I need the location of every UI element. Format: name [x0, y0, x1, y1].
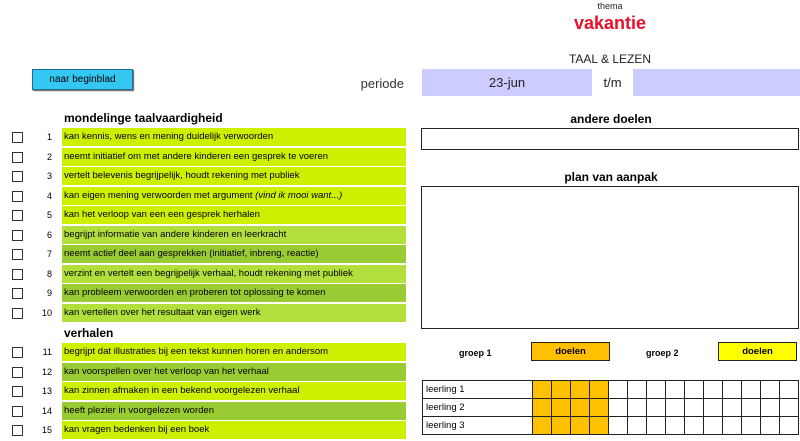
- goal-checkbox[interactable]: [12, 269, 23, 280]
- student-goal-cell[interactable]: [647, 399, 666, 417]
- student-goal-cell[interactable]: [590, 417, 609, 435]
- student-goal-cell[interactable]: [780, 381, 799, 399]
- period-label: periode: [360, 76, 404, 91]
- goal-number: 4: [46, 190, 52, 201]
- student-goal-cell[interactable]: [609, 381, 628, 399]
- student-goal-cell[interactable]: [723, 417, 742, 435]
- student-goal-cell[interactable]: [742, 399, 761, 417]
- goal-checkbox[interactable]: [12, 367, 23, 378]
- goal-row: [0, 167, 408, 186]
- goal-number: 10: [41, 307, 52, 318]
- goal-row: [0, 343, 408, 362]
- student-goal-cell[interactable]: [590, 381, 609, 399]
- group1-goals-button[interactable]: doelen: [531, 342, 610, 361]
- goal-row: [0, 421, 408, 440]
- plan-field[interactable]: [421, 186, 799, 329]
- goal-checkbox[interactable]: [12, 288, 23, 299]
- goal-text-label: kan kennis, wens en mening duidelijk verwoorden: [64, 131, 274, 142]
- goal-number: 14: [41, 405, 52, 416]
- student-goal-cell[interactable]: [533, 417, 552, 435]
- student-goal-cell[interactable]: [685, 417, 704, 435]
- goal-number: 5: [46, 210, 52, 220]
- goal-text-label: vertelt belevenis begrijpelijk, houdt rekening met publiek: [64, 170, 300, 181]
- goal-checkbox[interactable]: [12, 386, 23, 397]
- goal-row: [0, 226, 408, 245]
- group2-label: groep 2: [646, 348, 679, 358]
- student-goal-cell[interactable]: [628, 381, 647, 399]
- goal-text: [62, 382, 406, 400]
- student-goal-cell[interactable]: [666, 417, 685, 435]
- student-goal-cell[interactable]: [590, 399, 609, 417]
- goal-row: [0, 148, 408, 167]
- student-goal-cell[interactable]: [704, 399, 723, 417]
- goal-text: [62, 284, 406, 302]
- student-goal-cell[interactable]: [742, 417, 761, 435]
- goal-text: [62, 148, 406, 166]
- student-row: [423, 381, 799, 399]
- goal-text: [62, 265, 406, 283]
- goal-text: [62, 363, 406, 381]
- goal-checkbox[interactable]: [12, 425, 23, 436]
- home-button[interactable]: naar beginblad: [32, 69, 133, 90]
- goal-text: [62, 245, 406, 263]
- student-goal-cell[interactable]: [666, 399, 685, 417]
- goal-text: [62, 343, 406, 361]
- student-goal-cell[interactable]: [533, 399, 552, 417]
- goal-text-label: heeft plezier in voorgelezen worden: [64, 404, 214, 416]
- student-goal-cell[interactable]: [609, 417, 628, 435]
- goal-row: [0, 128, 408, 147]
- student-goal-cell[interactable]: [761, 399, 780, 417]
- student-goal-cell[interactable]: [552, 417, 571, 435]
- goal-checkbox[interactable]: [12, 191, 23, 202]
- goal-row: [0, 382, 408, 401]
- goal-checkbox[interactable]: [12, 132, 23, 143]
- goal-number: 7: [46, 249, 52, 259]
- goal-checkbox[interactable]: [12, 308, 23, 319]
- goal-row: [0, 206, 408, 225]
- group1-label: groep 1: [459, 348, 492, 358]
- goal-number: 3: [46, 171, 52, 181]
- student-name: leerling 3: [423, 417, 533, 435]
- goal-number: 12: [41, 366, 52, 377]
- goal-checkbox[interactable]: [12, 152, 23, 163]
- theme-block: [560, 0, 660, 34]
- student-goal-cell[interactable]: [704, 417, 723, 435]
- student-name: leerling 1: [423, 381, 533, 399]
- goal-number: 11: [42, 347, 52, 357]
- goal-number: 15: [41, 425, 52, 435]
- student-goal-cell[interactable]: [647, 381, 666, 399]
- goal-text: [62, 402, 406, 420]
- goal-text-label: begrijpt dat illustraties bij een tekst kunnen horen en andersom: [64, 346, 329, 357]
- student-row: [423, 417, 799, 435]
- student-goal-cell[interactable]: [666, 381, 685, 399]
- student-goal-cell[interactable]: [685, 399, 704, 417]
- goal-text: [62, 304, 406, 322]
- goal-row: [0, 284, 408, 303]
- goal-number: 6: [46, 229, 52, 240]
- student-row: [423, 399, 799, 417]
- goal-text: [62, 206, 406, 224]
- goal-text-label: begrijpt informatie van andere kinderen en leerkracht: [64, 228, 287, 240]
- student-goal-cell[interactable]: [628, 417, 647, 435]
- goal-checkbox[interactable]: [12, 347, 23, 358]
- period-to-field[interactable]: [633, 69, 800, 96]
- subject-title: TAAL & LEZEN: [568, 52, 652, 66]
- student-goal-cell[interactable]: [761, 417, 780, 435]
- goal-row: [0, 304, 408, 323]
- student-goal-cell[interactable]: [742, 381, 761, 399]
- student-goal-cell[interactable]: [571, 381, 590, 399]
- plan-title: plan van aanpak: [564, 170, 658, 184]
- goal-text-label: kan eigen mening verwoorden met argument: [64, 189, 256, 201]
- goal-text-italic: (vind ik mooi want...): [255, 189, 343, 201]
- goal-text: [62, 226, 406, 244]
- student-goal-cell[interactable]: [552, 399, 571, 417]
- goal-text: [62, 421, 406, 439]
- student-grid: [422, 380, 799, 435]
- goal-row: [0, 245, 408, 264]
- goal-checkbox[interactable]: [12, 406, 23, 417]
- goal-text-label: neemt actief deel aan gesprekken (initiatief, inbreng, reactie): [64, 248, 319, 259]
- student-goal-cell[interactable]: [780, 399, 799, 417]
- goal-row: [0, 402, 408, 421]
- student-goal-cell[interactable]: [628, 399, 647, 417]
- goal-number: 13: [41, 386, 52, 396]
- student-goal-cell[interactable]: [685, 381, 704, 399]
- goal-checkbox[interactable]: [12, 249, 23, 260]
- student-goal-cell[interactable]: [571, 417, 590, 435]
- goal-checkbox[interactable]: [12, 230, 23, 241]
- goal-text-label: kan vragen bedenken bij een boek: [64, 424, 210, 435]
- student-goal-cell[interactable]: [552, 381, 571, 399]
- period-separator: t/m: [603, 75, 622, 90]
- student-goal-cell[interactable]: [761, 381, 780, 399]
- goal-text: [62, 187, 406, 205]
- goal-row: [0, 187, 408, 206]
- student-goal-cell[interactable]: [609, 399, 628, 417]
- goal-text-label: kan zinnen afmaken in een bekend voorgelezen verhaal: [64, 385, 300, 396]
- other-goals-title: andere doelen: [570, 112, 652, 126]
- goal-text-label: kan probleem verwoorden en proberen tot oplossing te komen: [64, 287, 326, 298]
- goal-checkbox[interactable]: [12, 171, 23, 182]
- student-goal-cell[interactable]: [704, 381, 723, 399]
- goal-number: 8: [46, 268, 52, 279]
- goal-row: [0, 265, 408, 284]
- goal-number: 2: [46, 151, 52, 162]
- student-goal-cell[interactable]: [723, 399, 742, 417]
- goal-text-label: kan vertellen over het resultaat van eigen werk: [64, 306, 261, 318]
- goal-text-label: kan voorspellen over het verloop van het verhaal: [64, 365, 269, 377]
- goal-text-label: kan het verloop van een een gesprek herhalen: [64, 209, 260, 220]
- student-goal-cell[interactable]: [723, 381, 742, 399]
- student-goal-cell[interactable]: [571, 399, 590, 417]
- goal-checkbox[interactable]: [12, 210, 23, 221]
- group2-goals-button[interactable]: doelen: [718, 342, 797, 361]
- goal-text-label: verzint en vertelt een begrijpelijk verhaal, houdt rekening met publiek: [64, 267, 353, 279]
- student-name: leerling 2: [423, 399, 533, 417]
- goal-number: 1: [46, 132, 52, 142]
- student-goal-cell[interactable]: [533, 381, 552, 399]
- section-heading-oral: mondelinge taalvaardigheid: [64, 111, 223, 125]
- theme-value: vakantie: [573, 13, 647, 33]
- goal-text: [62, 128, 406, 146]
- period-from-field[interactable]: 23-jun: [422, 69, 592, 96]
- goal-number: 9: [46, 288, 52, 298]
- student-goal-cell[interactable]: [780, 417, 799, 435]
- theme-label: thema: [597, 1, 623, 11]
- goal-row: [0, 363, 408, 382]
- goal-text: [62, 167, 406, 185]
- goal-text-label: neemt initiatief om met andere kinderen een gesprek te voeren: [64, 150, 329, 162]
- other-goals-field[interactable]: [421, 128, 799, 150]
- student-goal-cell[interactable]: [647, 417, 666, 435]
- section-heading-stories: verhalen: [64, 326, 114, 340]
